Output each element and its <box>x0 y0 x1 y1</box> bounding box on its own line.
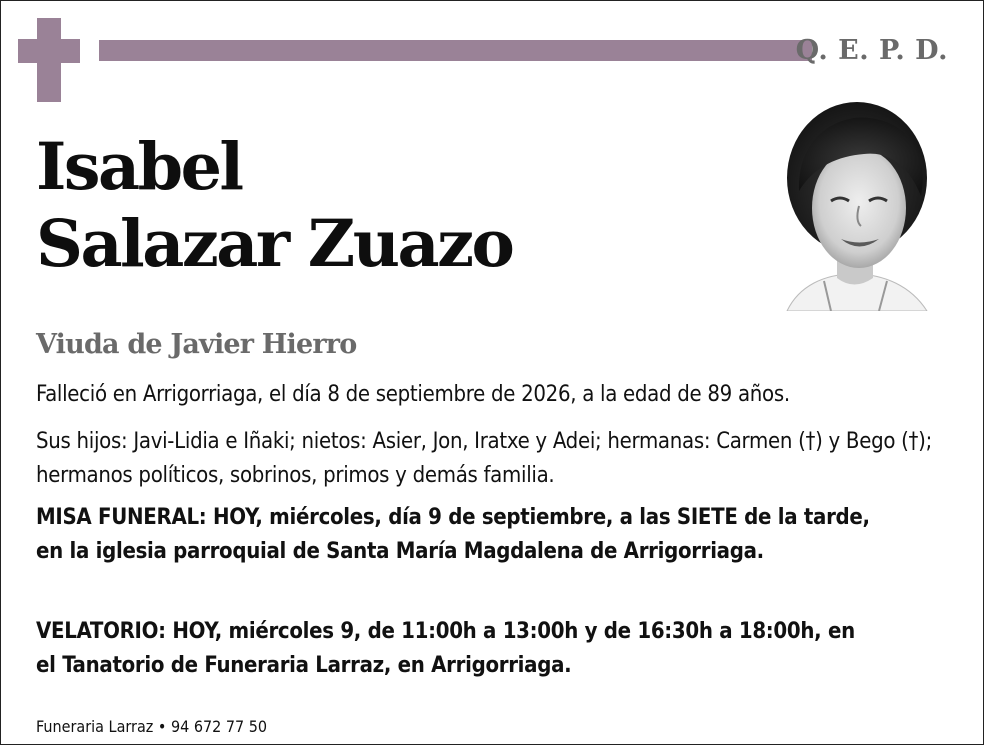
qepd-label: Q. E. P. D. <box>795 35 948 66</box>
funeral-home-contact: Funeraria Larraz • 94 672 77 50 <box>36 717 268 736</box>
portrait-photo <box>769 96 939 311</box>
widow-line: Viuda de Javier Hierro <box>36 329 357 360</box>
deceased-name <box>36 129 512 283</box>
cross-icon-bar <box>18 39 80 63</box>
header-rule <box>99 40 812 61</box>
family-paragraph: Sus hijos: Javi-Lidia e Iñaki; nietos: Asier, Jon, Iratxe y Adei; hermanas: Carmen (†) y Bego (†); hermanos políticos, sobrinos, primos y demás familia. <box>36 429 932 488</box>
surnames: Salazar Zuazo <box>36 206 513 282</box>
funeral-paragraph: MISA FUNERAL: HOY, miércoles, día 9 de septiembre, a las SIETE de la tarde, en la iglesia parroquial de Santa María Magdalena de Arrigorriaga. <box>36 505 870 564</box>
death-paragraph: Falleció en Arrigorriaga, el día 8 de septiembre de 2026, a la edad de 89 años. <box>36 382 790 407</box>
wake-paragraph: VELATORIO: HOY, miércoles 9, de 11:00h a 13:00h y de 16:30h a 18:00h, en el Tanatorio de Funeraria Larraz, en Arrigorriaga. <box>36 619 855 678</box>
first-name: Isabel <box>36 129 242 205</box>
